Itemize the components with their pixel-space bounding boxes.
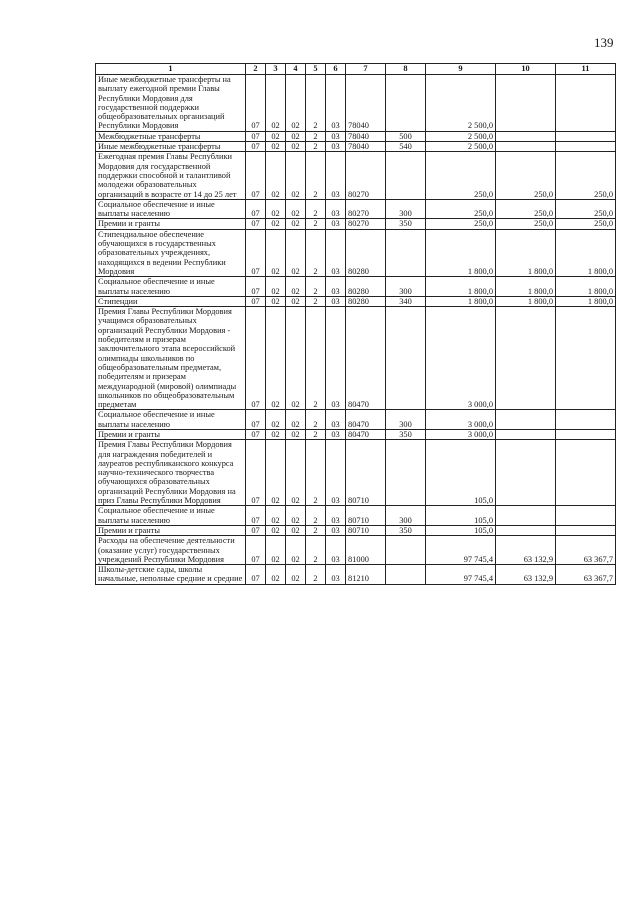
event-code: 03 — [326, 525, 346, 535]
amount-year-3: 250,0 — [556, 152, 616, 199]
amount-year-1: 3 000,0 — [426, 410, 496, 430]
subsection-code: 02 — [266, 565, 286, 585]
table-row — [96, 199, 616, 219]
row-name: Стипендии — [96, 296, 246, 306]
budget-table — [95, 63, 616, 585]
program-code: 02 — [286, 307, 306, 410]
subsection-code: 02 — [266, 440, 286, 506]
subsection-code: 02 — [266, 277, 286, 297]
amount-year-2: 250,0 — [496, 152, 556, 199]
table-row — [96, 536, 616, 565]
program-code: 02 — [286, 536, 306, 565]
row-name: Премии и гранты — [96, 525, 246, 535]
subsection-code: 02 — [266, 429, 286, 439]
subsection-code: 02 — [266, 75, 286, 132]
event-code: 03 — [326, 307, 346, 410]
event-code: 03 — [326, 296, 346, 306]
program-code: 02 — [286, 75, 306, 132]
table-row — [96, 429, 616, 439]
event-code: 03 — [326, 219, 346, 229]
target-code: 80270 — [346, 219, 386, 229]
row-name: Иные межбюджетные трансферты — [96, 142, 246, 152]
expense-type-code — [386, 565, 426, 585]
amount-year-2 — [496, 440, 556, 506]
target-code: 80710 — [346, 525, 386, 535]
row-name: Социальное обеспечение и иные выплаты населению — [96, 199, 246, 219]
amount-year-1: 105,0 — [426, 440, 496, 506]
target-code: 78040 — [346, 142, 386, 152]
subprogram-code: 2 — [306, 229, 326, 276]
expense-type-code: 340 — [386, 296, 426, 306]
event-code: 03 — [326, 75, 346, 132]
target-code: 80710 — [346, 506, 386, 526]
row-name: Премии и гранты — [96, 219, 246, 229]
table-row — [96, 307, 616, 410]
expense-type-code — [386, 536, 426, 565]
event-code: 03 — [326, 277, 346, 297]
amount-year-3 — [556, 75, 616, 132]
expense-type-code: 300 — [386, 199, 426, 219]
amount-year-2: 63 132,9 — [496, 536, 556, 565]
event-code: 03 — [326, 410, 346, 430]
target-code: 80280 — [346, 229, 386, 276]
table-row — [96, 296, 616, 306]
amount-year-1: 2 500,0 — [426, 142, 496, 152]
column-header: 5 — [306, 64, 326, 75]
expense-type-code: 300 — [386, 506, 426, 526]
amount-year-2 — [496, 429, 556, 439]
amount-year-2 — [496, 131, 556, 141]
amount-year-2 — [496, 525, 556, 535]
table-row — [96, 219, 616, 229]
column-header: 9 — [426, 64, 496, 75]
subsection-code: 02 — [266, 229, 286, 276]
target-code: 80470 — [346, 429, 386, 439]
program-code: 02 — [286, 142, 306, 152]
amount-year-3: 250,0 — [556, 219, 616, 229]
column-header: 8 — [386, 64, 426, 75]
event-code: 03 — [326, 536, 346, 565]
target-code: 78040 — [346, 75, 386, 132]
target-code: 80270 — [346, 199, 386, 219]
column-header: 4 — [286, 64, 306, 75]
expense-type-code: 350 — [386, 219, 426, 229]
section-code: 07 — [246, 307, 266, 410]
event-code: 03 — [326, 142, 346, 152]
target-code: 81000 — [346, 536, 386, 565]
event-code: 03 — [326, 506, 346, 526]
program-code: 02 — [286, 506, 306, 526]
subprogram-code: 2 — [306, 131, 326, 141]
subprogram-code: 2 — [306, 296, 326, 306]
row-name: Социальное обеспечение и иные выплаты населению — [96, 410, 246, 430]
expense-type-code: 350 — [386, 429, 426, 439]
amount-year-1: 1 800,0 — [426, 277, 496, 297]
program-code: 02 — [286, 565, 306, 585]
amount-year-1: 105,0 — [426, 525, 496, 535]
subprogram-code: 2 — [306, 506, 326, 526]
amount-year-2 — [496, 410, 556, 430]
amount-year-2 — [496, 506, 556, 526]
subprogram-code: 2 — [306, 75, 326, 132]
event-code: 03 — [326, 440, 346, 506]
page-number: 139 — [594, 35, 614, 50]
program-code: 02 — [286, 525, 306, 535]
column-header: 3 — [266, 64, 286, 75]
amount-year-2: 1 800,0 — [496, 229, 556, 276]
table-row — [96, 229, 616, 276]
amount-year-3: 1 800,0 — [556, 229, 616, 276]
section-code: 07 — [246, 565, 266, 585]
amount-year-3 — [556, 440, 616, 506]
amount-year-1: 97 745,4 — [426, 536, 496, 565]
program-code: 02 — [286, 219, 306, 229]
table-row — [96, 277, 616, 297]
subprogram-code: 2 — [306, 565, 326, 585]
section-code: 07 — [246, 199, 266, 219]
amount-year-2 — [496, 142, 556, 152]
table-row — [96, 142, 616, 152]
expense-type-code: 300 — [386, 410, 426, 430]
table-row — [96, 565, 616, 585]
subsection-code: 02 — [266, 525, 286, 535]
target-code: 80280 — [346, 277, 386, 297]
section-code: 07 — [246, 75, 266, 132]
amount-year-2: 1 800,0 — [496, 296, 556, 306]
amount-year-3 — [556, 429, 616, 439]
table-header-row — [96, 64, 616, 75]
amount-year-1: 2 500,0 — [426, 131, 496, 141]
amount-year-3: 250,0 — [556, 199, 616, 219]
program-code: 02 — [286, 410, 306, 430]
subprogram-code: 2 — [306, 199, 326, 219]
section-code: 07 — [246, 506, 266, 526]
expense-type-code — [386, 229, 426, 276]
row-name: Социальное обеспечение и иные выплаты населению — [96, 277, 246, 297]
amount-year-1: 2 500,0 — [426, 75, 496, 132]
program-code: 02 — [286, 229, 306, 276]
amount-year-3: 1 800,0 — [556, 277, 616, 297]
subprogram-code: 2 — [306, 536, 326, 565]
subprogram-code: 2 — [306, 219, 326, 229]
program-code: 02 — [286, 440, 306, 506]
amount-year-2: 1 800,0 — [496, 277, 556, 297]
amount-year-3 — [556, 410, 616, 430]
table-row — [96, 525, 616, 535]
subsection-code: 02 — [266, 296, 286, 306]
row-name: Премия Главы Республики Мордовия для награждения победителей и лауреатов республиканского конкурса научно-технического творчества обучающихся образовательных организаций Республики Мордовия на приз Главы Республики Мордовия — [96, 440, 246, 506]
amount-year-1: 250,0 — [426, 219, 496, 229]
amount-year-1: 250,0 — [426, 199, 496, 219]
expense-type-code: 500 — [386, 131, 426, 141]
amount-year-3 — [556, 142, 616, 152]
target-code: 80280 — [346, 296, 386, 306]
row-name: Премия Главы Республики Мордовия учащимся образовательных организаций Республики Мордовия - победителям и призерам заключительного этапа всероссийской олимпиады школьников по общеобразовательным предметам, победителям и призерам международной (мировой) олимпиады школьников по общеобразовательным предметам — [96, 307, 246, 410]
row-name: Школы-детские сады, школы начальные, неполные средние и средние — [96, 565, 246, 585]
event-code: 03 — [326, 131, 346, 141]
subsection-code: 02 — [266, 410, 286, 430]
subsection-code: 02 — [266, 142, 286, 152]
amount-year-3 — [556, 506, 616, 526]
expense-type-code: 540 — [386, 142, 426, 152]
amount-year-3: 63 367,7 — [556, 565, 616, 585]
table-row — [96, 506, 616, 526]
row-name: Премии и гранты — [96, 429, 246, 439]
amount-year-1: 250,0 — [426, 152, 496, 199]
program-code: 02 — [286, 131, 306, 141]
section-code: 07 — [246, 131, 266, 141]
section-code: 07 — [246, 429, 266, 439]
amount-year-2: 63 132,9 — [496, 565, 556, 585]
expense-type-code: 350 — [386, 525, 426, 535]
expense-type-code — [386, 75, 426, 132]
subprogram-code: 2 — [306, 429, 326, 439]
section-code: 07 — [246, 152, 266, 199]
program-code: 02 — [286, 296, 306, 306]
amount-year-3: 1 800,0 — [556, 296, 616, 306]
event-code: 03 — [326, 152, 346, 199]
table-row — [96, 75, 616, 132]
section-code: 07 — [246, 219, 266, 229]
event-code: 03 — [326, 229, 346, 276]
column-header: 6 — [326, 64, 346, 75]
subsection-code: 02 — [266, 219, 286, 229]
amount-year-2 — [496, 75, 556, 132]
event-code: 03 — [326, 565, 346, 585]
amount-year-1: 105,0 — [426, 506, 496, 526]
table-row — [96, 131, 616, 141]
subprogram-code: 2 — [306, 277, 326, 297]
target-code: 78040 — [346, 131, 386, 141]
column-header: 7 — [346, 64, 386, 75]
amount-year-1: 3 000,0 — [426, 429, 496, 439]
amount-year-1: 1 800,0 — [426, 229, 496, 276]
subsection-code: 02 — [266, 152, 286, 199]
expense-type-code: 300 — [386, 277, 426, 297]
column-header: 11 — [556, 64, 616, 75]
column-header: 1 — [96, 64, 246, 75]
row-name: Социальное обеспечение и иные выплаты населению — [96, 506, 246, 526]
amount-year-2: 250,0 — [496, 219, 556, 229]
amount-year-2 — [496, 307, 556, 410]
target-code: 80710 — [346, 440, 386, 506]
target-code: 81210 — [346, 565, 386, 585]
subsection-code: 02 — [266, 131, 286, 141]
subprogram-code: 2 — [306, 525, 326, 535]
event-code: 03 — [326, 199, 346, 219]
amount-year-1: 3 000,0 — [426, 307, 496, 410]
subsection-code: 02 — [266, 307, 286, 410]
column-header: 10 — [496, 64, 556, 75]
section-code: 07 — [246, 229, 266, 276]
event-code: 03 — [326, 429, 346, 439]
row-name: Расходы на обеспечение деятельности (оказание услуг) государственных учреждений Республики Мордовия — [96, 536, 246, 565]
subprogram-code: 2 — [306, 152, 326, 199]
amount-year-3 — [556, 525, 616, 535]
target-code: 80270 — [346, 152, 386, 199]
program-code: 02 — [286, 152, 306, 199]
column-header: 2 — [246, 64, 266, 75]
expense-type-code — [386, 440, 426, 506]
row-name: Межбюджетные трансферты — [96, 131, 246, 141]
subprogram-code: 2 — [306, 440, 326, 506]
target-code: 80470 — [346, 307, 386, 410]
subprogram-code: 2 — [306, 410, 326, 430]
section-code: 07 — [246, 525, 266, 535]
expense-type-code — [386, 307, 426, 410]
row-name: Стипендиальное обеспечение обучающихся в государственных образовательных учреждениях, находящихся в ведении Республики Мордовия — [96, 229, 246, 276]
section-code: 07 — [246, 142, 266, 152]
section-code: 07 — [246, 440, 266, 506]
expense-type-code — [386, 152, 426, 199]
program-code: 02 — [286, 277, 306, 297]
amount-year-3 — [556, 307, 616, 410]
amount-year-1: 97 745,4 — [426, 565, 496, 585]
subprogram-code: 2 — [306, 142, 326, 152]
subsection-code: 02 — [266, 506, 286, 526]
section-code: 07 — [246, 410, 266, 430]
subsection-code: 02 — [266, 536, 286, 565]
amount-year-3: 63 367,7 — [556, 536, 616, 565]
row-name: Ежегодная премия Главы Республики Мордовия для государственной поддержки способной и талантливой молодежи образовательных организаций в возрасте от 14 до 25 лет — [96, 152, 246, 199]
target-code: 80470 — [346, 410, 386, 430]
program-code: 02 — [286, 199, 306, 219]
table-row — [96, 440, 616, 506]
subsection-code: 02 — [266, 199, 286, 219]
table-row — [96, 410, 616, 430]
amount-year-3 — [556, 131, 616, 141]
subprogram-code: 2 — [306, 307, 326, 410]
section-code: 07 — [246, 536, 266, 565]
amount-year-1: 1 800,0 — [426, 296, 496, 306]
program-code: 02 — [286, 429, 306, 439]
table-row — [96, 152, 616, 199]
section-code: 07 — [246, 277, 266, 297]
row-name: Иные межбюджетные трансферты на выплату ежегодной премии Главы Республики Мордовия для государственной поддержки общеобразовательных организаций Республики Мордовия — [96, 75, 246, 132]
section-code: 07 — [246, 296, 266, 306]
amount-year-2: 250,0 — [496, 199, 556, 219]
